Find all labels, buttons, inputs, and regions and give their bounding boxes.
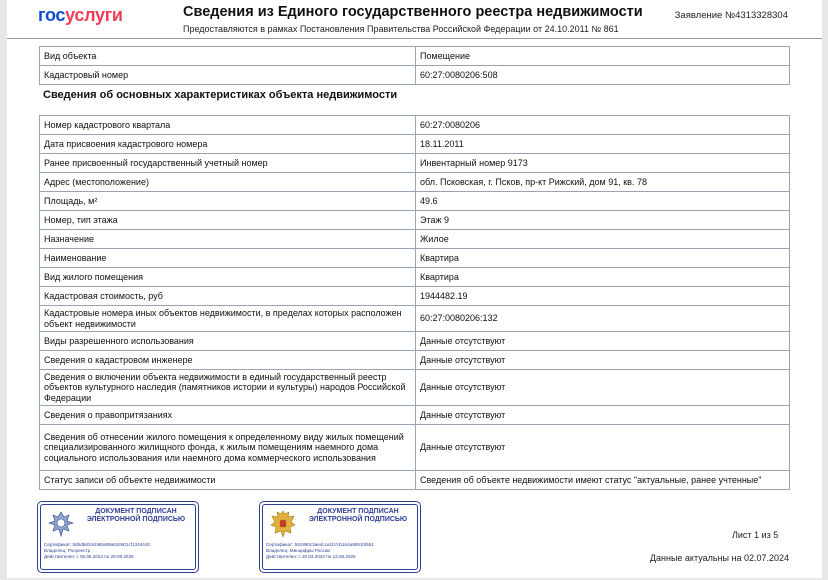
field-value: 60:27:0080206:132 — [416, 306, 790, 332]
table-row — [40, 66, 790, 85]
field-label: Вид жилого помещения — [40, 268, 416, 287]
field-label: Сведения о кадастровом инженере — [40, 351, 416, 370]
field-value: Жилое — [416, 230, 790, 249]
field-label: Наименование — [40, 249, 416, 268]
table-row — [40, 406, 790, 425]
field-label: Статус записи об объекте недвижимости — [40, 471, 416, 490]
table-row — [40, 230, 790, 249]
field-value: Данные отсутствуют — [416, 425, 790, 471]
table-row — [40, 47, 790, 66]
stamp-title: ДОКУМЕНТ ПОДПИСАН ЭЛЕКТРОННОЙ ПОДПИСЬЮ — [86, 508, 186, 524]
data-actual-date: Данные актуальны на 02.07.2024 — [649, 553, 789, 563]
field-label: Кадастровая стоимость, руб — [40, 287, 416, 306]
coat-of-arms-icon — [269, 509, 297, 539]
field-value: Квартира — [416, 268, 790, 287]
field-value: Данные отсутствуют — [416, 332, 790, 351]
signature-stamp-rosreestr — [37, 501, 199, 573]
table-row — [40, 268, 790, 287]
field-value: Данные отсутствуют — [416, 406, 790, 425]
field-label: Назначение — [40, 230, 416, 249]
application-number: Заявление №4313328304 — [674, 10, 788, 21]
stamp-validity: Действителен: с 20.03.2024 по 13.06.2025 — [266, 554, 356, 559]
gosuslugi-logo[interactable]: госуслуги — [38, 5, 123, 25]
stamp-owner: Владелец: Минцифры России — [266, 548, 330, 553]
field-value: 49.6 — [416, 192, 790, 211]
section-title: Сведения об основных характеристиках объекта недвижимости — [43, 89, 398, 101]
table-row — [40, 471, 790, 490]
field-label: Адрес (местоположение) — [40, 173, 416, 192]
table-row — [40, 173, 790, 192]
field-label: Сведения о включении объекта недвижимости в единый государственный реестр объектов культурного наследия (памятников истории и культуры) народов Российской Федерации — [40, 370, 416, 406]
field-label: Номер, тип этажа — [40, 211, 416, 230]
stamp-certificate: Сертификат: b51890c3ae4cca1b7d1164a9551f4551 — [266, 542, 374, 547]
stamp-title: ДОКУМЕНТ ПОДПИСАН ЭЛЕКТРОННОЙ ПОДПИСЬЮ — [308, 508, 408, 524]
table-row — [40, 116, 790, 135]
field-value: Данные отсутствуют — [416, 351, 790, 370]
table-row — [40, 306, 790, 332]
document-title: Сведения из Единого государственного реестра недвижимости — [183, 4, 643, 20]
signature-stamp-mintsifry — [259, 501, 421, 573]
characteristics-table — [39, 115, 790, 490]
field-value: Квартира — [416, 249, 790, 268]
sheet-counter: Лист 1 из 5 — [732, 530, 779, 540]
field-label: Ранее присвоенный государственный учетный номер — [40, 154, 416, 173]
table-row — [40, 287, 790, 306]
field-label: Дата присвоения кадастрового номера — [40, 135, 416, 154]
object-table — [39, 46, 790, 85]
field-label: Сведения о правопритязаниях — [40, 406, 416, 425]
rosreestr-emblem-icon — [47, 509, 75, 539]
stamp-validity: Действителен: с 05.06.2024 по 29.08.2025 — [44, 554, 134, 559]
stamp-owner: Владелец: Росреестр — [44, 548, 91, 553]
table-row — [40, 425, 790, 471]
field-value: обл. Псковская, г. Псков, пр-кт Рижский, дом 91, кв. 78 — [416, 173, 790, 192]
field-value: 60:27:0080206 — [416, 116, 790, 135]
table-row — [40, 332, 790, 351]
field-value: 1944482.19 — [416, 287, 790, 306]
field-value: Данные отсутствуют — [416, 370, 790, 406]
field-label: Кадастровый номер — [40, 66, 416, 85]
header — [7, 0, 822, 39]
table-row — [40, 351, 790, 370]
table-row — [40, 154, 790, 173]
field-label: Площадь, м² — [40, 192, 416, 211]
field-label: Кадастровые номера иных объектов недвижимости, в пределах которых расположен объект недвижимости — [40, 306, 416, 332]
document-page — [7, 0, 822, 578]
table-row — [40, 135, 790, 154]
stamp-certificate: Сертификат: b8bd5834cb90a88a634901cf13444cfc — [44, 542, 151, 547]
field-value: 18.11.2011 — [416, 135, 790, 154]
field-label: Виды разрешенного использования — [40, 332, 416, 351]
table-row — [40, 192, 790, 211]
table-row — [40, 249, 790, 268]
field-label: Сведения об отнесении жилого помещения к определенному виду жилых помещений специализированного жилищного фонда, к жилым помещениям наемного дома социального использования или наемного дома коммерческого использования — [40, 425, 416, 471]
field-label: Вид объекта — [40, 47, 416, 66]
table-row — [40, 211, 790, 230]
field-value: Этаж 9 — [416, 211, 790, 230]
field-value: Сведения об объекте недвижимости имеют статус "актуальные, ранее учтенные" — [416, 471, 790, 490]
field-value: 60:27:0080206:508 — [416, 66, 790, 85]
field-value: Инвентарный номер 9173 — [416, 154, 790, 173]
document-subtitle: Предоставляются в рамках Постановления Правительства Российской Федерации от 24.10.2011 № 861 — [183, 24, 619, 34]
table-row — [40, 370, 790, 406]
field-label: Номер кадастрового квартала — [40, 116, 416, 135]
field-value: Помещение — [416, 47, 790, 66]
